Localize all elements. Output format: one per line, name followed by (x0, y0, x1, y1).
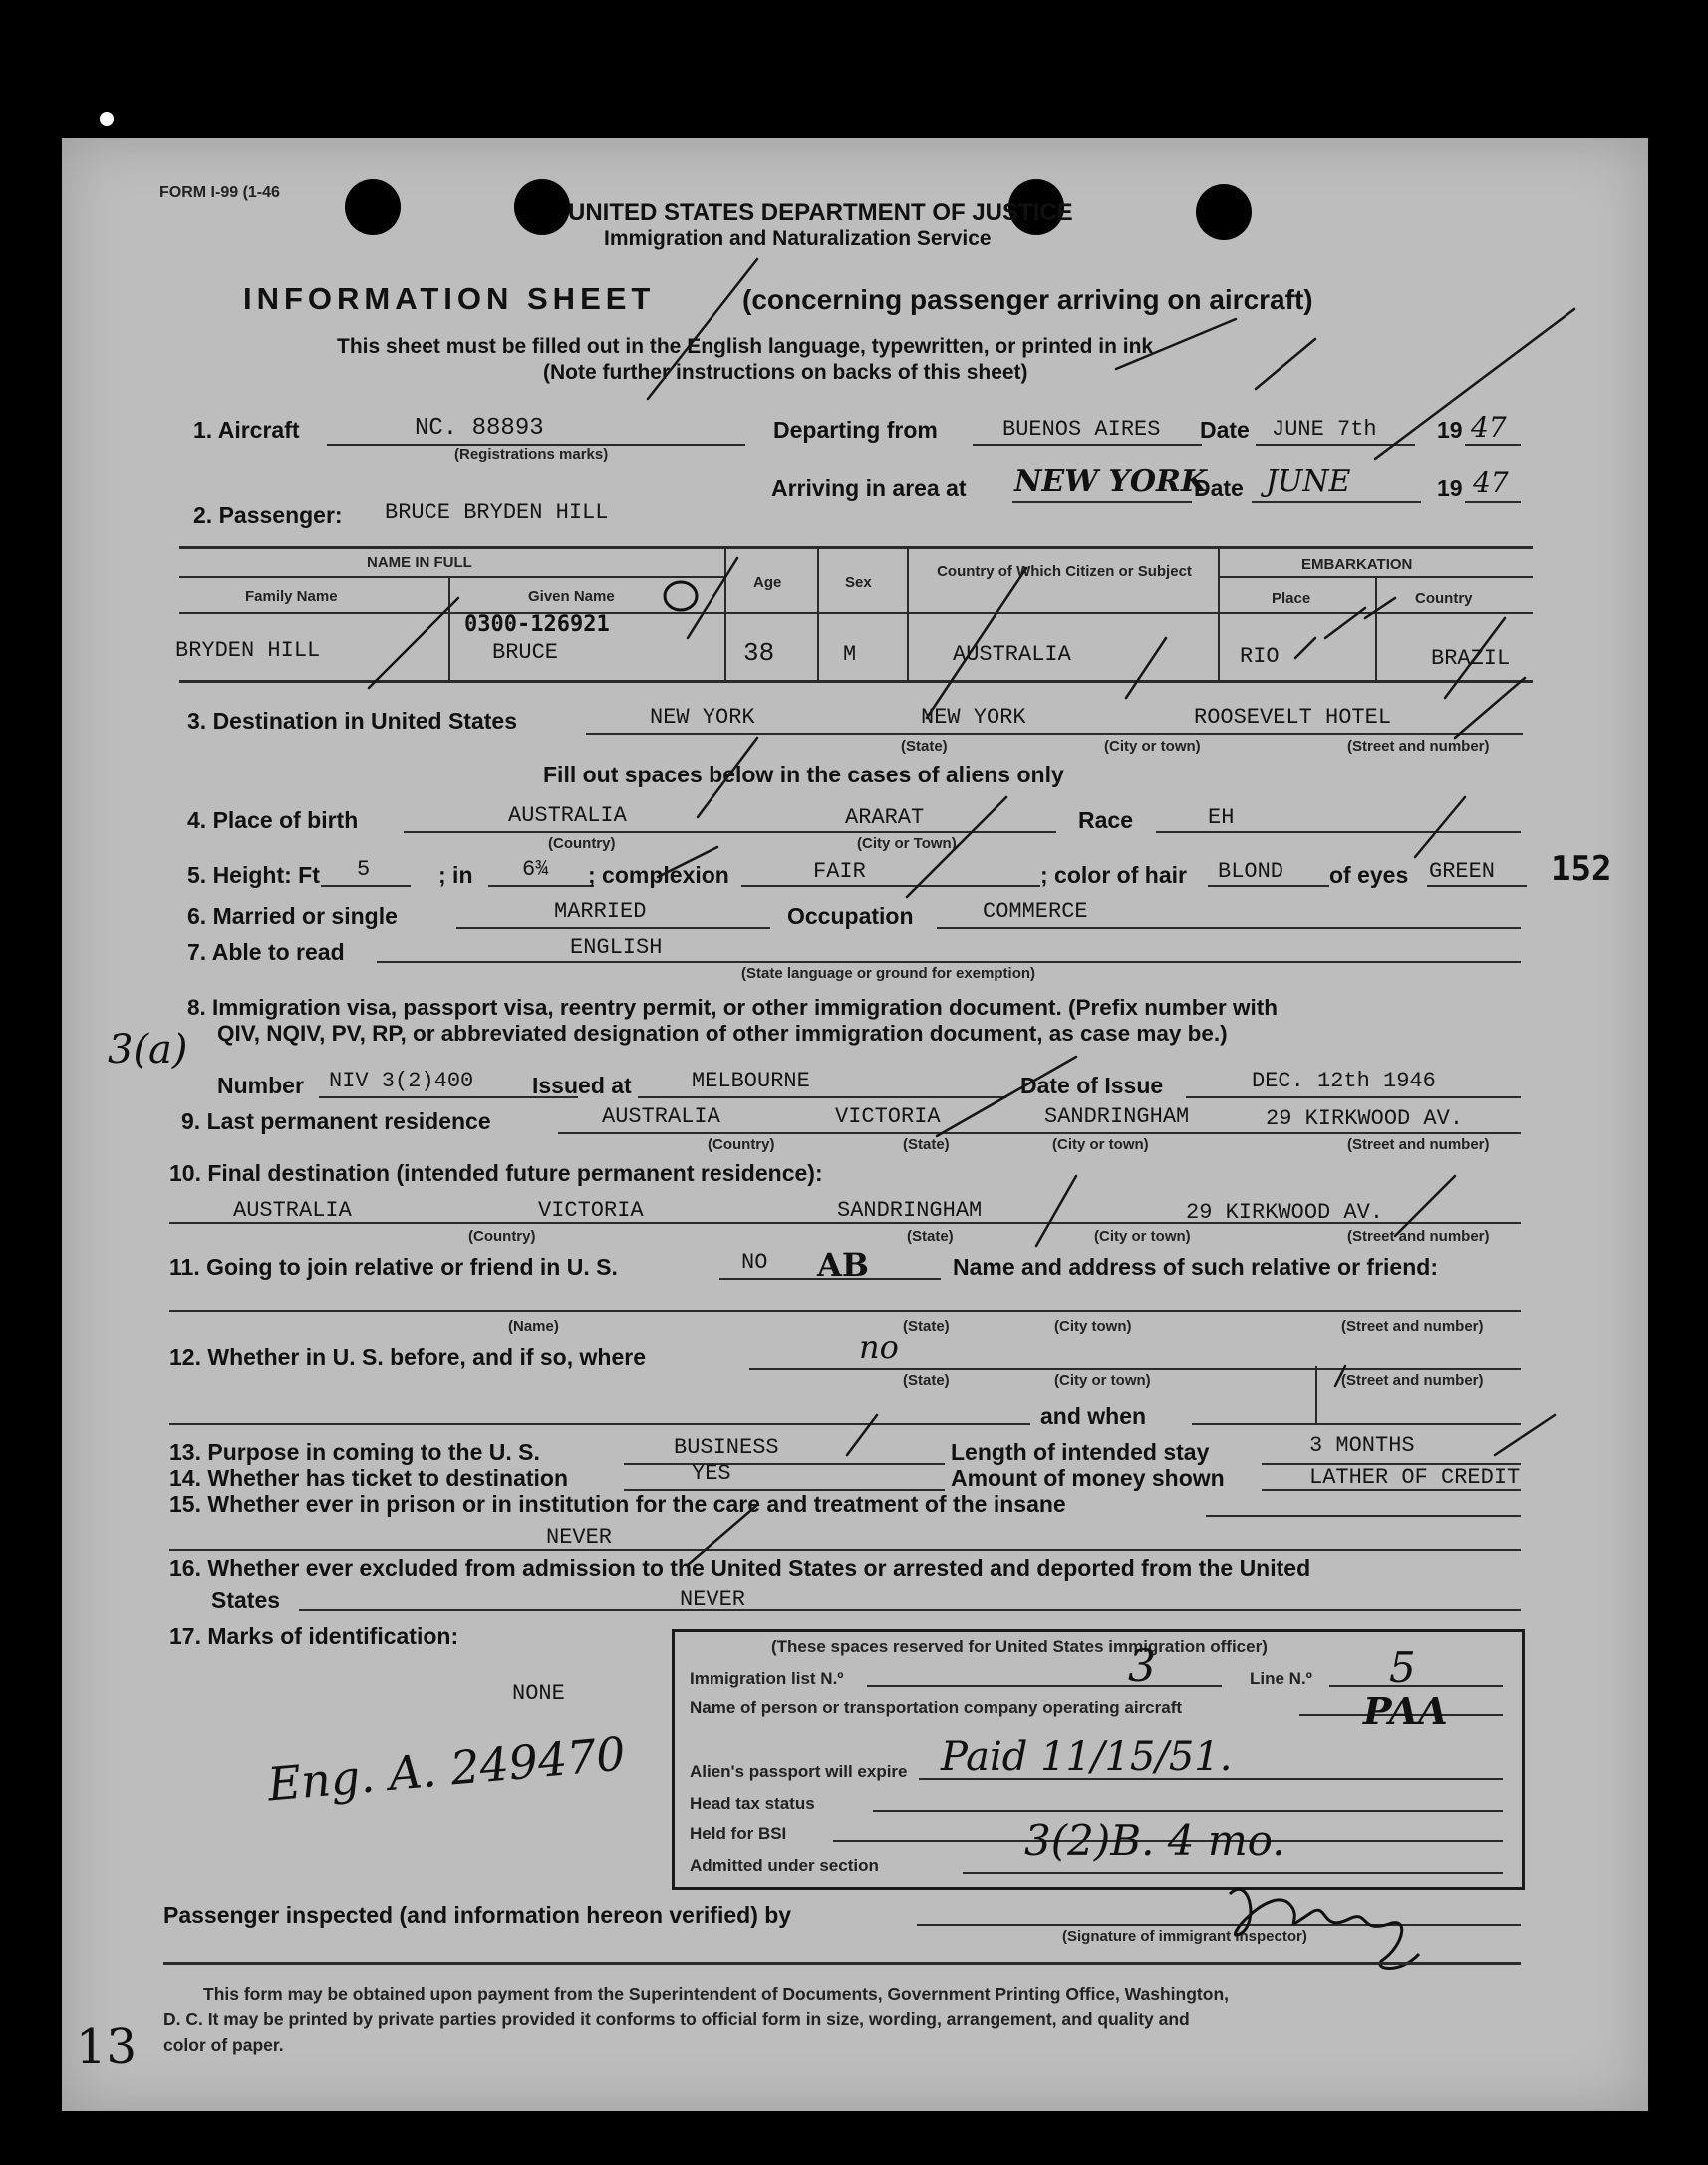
money-label: Amount of money shown (951, 1465, 1225, 1491)
footer-line: D. C. It may be printed by private parties provided it conforms to official form in size, wording, arrangement, and quality and (163, 2010, 1190, 2029)
marital-status: MARRIED (554, 899, 647, 924)
street-caption: (Street and number) (1341, 1372, 1484, 1389)
aircraft-number: NC. 88893 (415, 415, 544, 442)
department-name: UNITED STATES DEPARTMENT OF JUSTICE (568, 199, 1073, 226)
complexion-value: FAIR (813, 859, 866, 884)
q12-hand-note: no (859, 1328, 899, 1366)
destination-state: NEW YORK (650, 705, 755, 730)
q7-label: 7. Able to read (187, 939, 345, 965)
street-caption: (Street and number) (1347, 1228, 1490, 1245)
excluded-value: NEVER (680, 1587, 746, 1612)
city-caption: (City or town) (1094, 1228, 1191, 1245)
q8-label: 8. Immigration visa, passport visa, reentry permit, or other immigration document. (Prefix number with (187, 995, 1278, 1020)
departing-label: Departing from (773, 417, 938, 443)
q10-label: 10. Final destination (intended future permanent residence): (169, 1160, 823, 1186)
passport-value: Paid 11/15/51. (941, 1734, 1233, 1780)
form-number: FORM I-99 (1-46 (159, 184, 280, 201)
number-label: Number (217, 1073, 304, 1098)
age-cell: 38 (743, 638, 775, 668)
hair-value: BLOND (1218, 859, 1284, 884)
name-address-label: Name and address of such relative or friend: (953, 1254, 1438, 1280)
race-label: Race (1078, 807, 1133, 833)
state-caption: (State) (901, 738, 948, 755)
line-value: 5 (1389, 1643, 1416, 1692)
country-caption: (Country) (548, 835, 616, 852)
complexion-label: ; complexion (588, 862, 729, 888)
date-of-issue-label: Date of Issue (1020, 1073, 1164, 1098)
arrival-date-label: Date (1194, 475, 1244, 501)
state-caption: (State) (903, 1136, 950, 1153)
file-number: 0300-126921 (464, 612, 610, 637)
inspected-label: Passenger inspected (and information hereon verified) by (163, 1902, 792, 1928)
family-name-cell: BRYDEN HILL (175, 638, 321, 663)
line-label: Line N.º (1250, 1669, 1312, 1688)
family-name-header: Family Name (245, 588, 338, 605)
eyes-value: GREEN (1429, 859, 1496, 884)
admitted-label: Admitted under section (690, 1856, 879, 1875)
state-caption: (State) (903, 1318, 950, 1335)
q2-label: 2. Passenger: (193, 502, 343, 528)
date-of-issue: DEC. 12th 1946 (1252, 1069, 1436, 1093)
residence-street: 29 KIRKWOOD AV. (1266, 1106, 1464, 1131)
arriving-date: JUNE (1266, 464, 1351, 499)
country-caption: (Country) (468, 1228, 536, 1245)
q14-label: 14. Whether has ticket to destination (169, 1465, 569, 1491)
state-caption: (State) (907, 1228, 954, 1245)
ticket-value: YES (692, 1461, 731, 1486)
race-value: EH (1208, 805, 1235, 830)
q11-hand-note: AB (817, 1246, 869, 1284)
margin-number: 152 (1551, 849, 1612, 889)
arriving-area: NEW YORK (1014, 464, 1207, 499)
city-caption: (City or town) (1104, 738, 1201, 755)
sex-cell: M (843, 642, 857, 667)
city-caption: (City or Town) (857, 835, 957, 852)
occupation-value: COMMERCE (983, 899, 1088, 924)
passenger-name: BRUCE BRYDEN HILL (385, 500, 609, 525)
year-prefix: 19 (1437, 417, 1463, 443)
residence-city: SANDRINGHAM (1044, 1104, 1190, 1129)
service-name: Immigration and Naturalization Service (604, 227, 992, 250)
head-tax-label: Head tax status (690, 1794, 815, 1813)
arrival-year-prefix: 19 (1437, 475, 1463, 501)
date-label: Date (1200, 417, 1250, 443)
city-caption: (City or town) (1054, 1372, 1151, 1389)
departing-year: 47 (1471, 411, 1507, 444)
destination-city: NEW YORK (921, 705, 1026, 730)
issued-at: MELBOURNE (692, 1069, 810, 1093)
citizenship-cell: AUSTRALIA (953, 642, 1071, 667)
embark-place-cell: RIO (1240, 644, 1280, 669)
inches-label: ; in (438, 862, 473, 888)
q9-label: 9. Last permanent residence (181, 1108, 491, 1134)
length-value: 3 MONTHS (1309, 1433, 1415, 1458)
given-name-header: Given Name (528, 588, 615, 605)
q17-hand-note: Eng. A. 249470 (265, 1726, 628, 1812)
state-caption: (State) (903, 1372, 950, 1389)
street-caption: (Street and number) (1341, 1318, 1484, 1335)
bsi-label: Held for BSI (690, 1824, 787, 1843)
registration-caption: (Registrations marks) (454, 446, 609, 463)
place-header: Place (1272, 590, 1311, 607)
destination-street: ROOSEVELT HOTEL (1194, 705, 1392, 730)
signature-caption: (Signature of immigrant inspector) (1062, 1928, 1307, 1945)
issued-label: Issued at (532, 1073, 632, 1098)
company-label: Name of person or transportation company operating aircraft (690, 1699, 1183, 1717)
eyes-label: of eyes (1329, 862, 1409, 888)
document-number: NIV 3(2)400 (329, 1069, 474, 1093)
language-caption: (State language or ground for exemption) (741, 965, 1036, 982)
money-value: LATHER OF CREDIT (1309, 1465, 1521, 1490)
height-feet: 5 (357, 857, 371, 882)
sex-header: Sex (845, 574, 872, 591)
city-caption: (City or town) (1052, 1136, 1149, 1153)
q6-label: 6. Married or single (187, 903, 398, 929)
q1-label: 1. Aircraft (193, 417, 300, 443)
final-state: VICTORIA (538, 1198, 644, 1223)
q4-label: 4. Place of birth (187, 807, 359, 833)
q17-label: 17. Marks of identification: (169, 1623, 459, 1649)
name-caption: (Name) (508, 1318, 559, 1335)
prison-value: NEVER (546, 1525, 613, 1550)
identification-marks: NONE (512, 1681, 565, 1705)
page-number: 13 (76, 2019, 138, 2075)
q13-label: 13. Purpose in coming to the U. S. (169, 1439, 540, 1465)
country-header: Country (1415, 590, 1473, 607)
immigration-list-label: Immigration list N.º (690, 1669, 844, 1688)
birth-country: AUSTRALIA (508, 803, 627, 828)
page-title: INFORMATION SHEET (243, 281, 656, 316)
country-caption: (Country) (708, 1136, 775, 1153)
street-caption: (Street and number) (1347, 1136, 1490, 1153)
company-value: PAA (1363, 1689, 1448, 1733)
q15-label: 15. Whether ever in prison or in institution for the care and treatment of the insane (169, 1491, 1066, 1517)
officer-box-title: (These spaces reserved for United States immigration officer) (771, 1637, 1268, 1656)
instruction-line: This sheet must be filled out in the English language, typewritten, or printed in ink (337, 335, 1154, 358)
margin-note: 3(a) (108, 1027, 188, 1073)
arriving-year: 47 (1473, 466, 1509, 499)
page-subtitle: (concerning passenger arriving on aircraft) (742, 284, 1313, 315)
aliens-note: Fill out spaces below in the cases of aliens only (543, 762, 1064, 787)
q16-label-line2: States (211, 1587, 281, 1613)
q3-label: 3. Destination in United States (187, 708, 517, 734)
passport-label: Alien's passport will expire (690, 1762, 908, 1781)
q12-label: 12. Whether in U. S. before, and if so, where (169, 1344, 646, 1370)
name-in-full-header: NAME IN FULL (367, 554, 472, 571)
q11-label: 11. Going to join relative or friend in U. S. (169, 1254, 618, 1280)
immigration-list-value: 3 (1128, 1641, 1156, 1692)
join-relative-value: NO (741, 1250, 768, 1275)
height-inches: 6¾ (522, 857, 549, 882)
birth-city: ARARAT (845, 805, 925, 830)
footer-line: color of paper. (163, 2035, 284, 2055)
city-caption: (City town) (1054, 1318, 1132, 1335)
citizenship-header: Country of Which Citizen or Subject (937, 563, 1192, 580)
length-label: Length of intended stay (951, 1439, 1210, 1465)
q8-label-line2: QIV, NQIV, PV, RP, or abbreviated designation of other immigration document, as case may be.) (217, 1021, 1228, 1046)
final-country: AUSTRALIA (233, 1198, 352, 1223)
residence-state: VICTORIA (835, 1104, 941, 1129)
departing-date: JUNE 7th (1272, 417, 1377, 442)
q5-label: 5. Height: Ft (187, 862, 320, 888)
final-street: 29 KIRKWOOD AV. (1186, 1200, 1384, 1225)
embarkation-header: EMBARKATION (1301, 556, 1413, 573)
embark-country-cell: BRAZIL (1431, 646, 1511, 671)
instruction-note: (Note further instructions on backs of this sheet) (543, 361, 1028, 384)
given-name-cell: BRUCE (492, 640, 559, 665)
q16-label: 16. Whether ever excluded from admission to the United States or arrested and deported from the United (169, 1555, 1311, 1581)
admitted-value: 3(2)B. 4 mo. (1024, 1816, 1285, 1865)
footer-line: This form may be obtained upon payment from the Superintendent of Documents, Government Printing Office, Washington, (203, 1984, 1229, 2004)
departing-from: BUENOS AIRES (1002, 417, 1161, 442)
final-city: SANDRINGHAM (837, 1198, 983, 1223)
language-value: ENGLISH (570, 935, 663, 960)
purpose-value: BUSINESS (674, 1435, 779, 1460)
street-caption: (Street and number) (1347, 738, 1490, 755)
age-header: Age (753, 574, 782, 591)
occupation-label: Occupation (787, 903, 914, 929)
arriving-label: Arriving in area at (771, 475, 967, 501)
and-when-label: and when (1040, 1403, 1147, 1429)
residence-country: AUSTRALIA (602, 1104, 720, 1129)
hair-label: ; color of hair (1040, 862, 1187, 888)
